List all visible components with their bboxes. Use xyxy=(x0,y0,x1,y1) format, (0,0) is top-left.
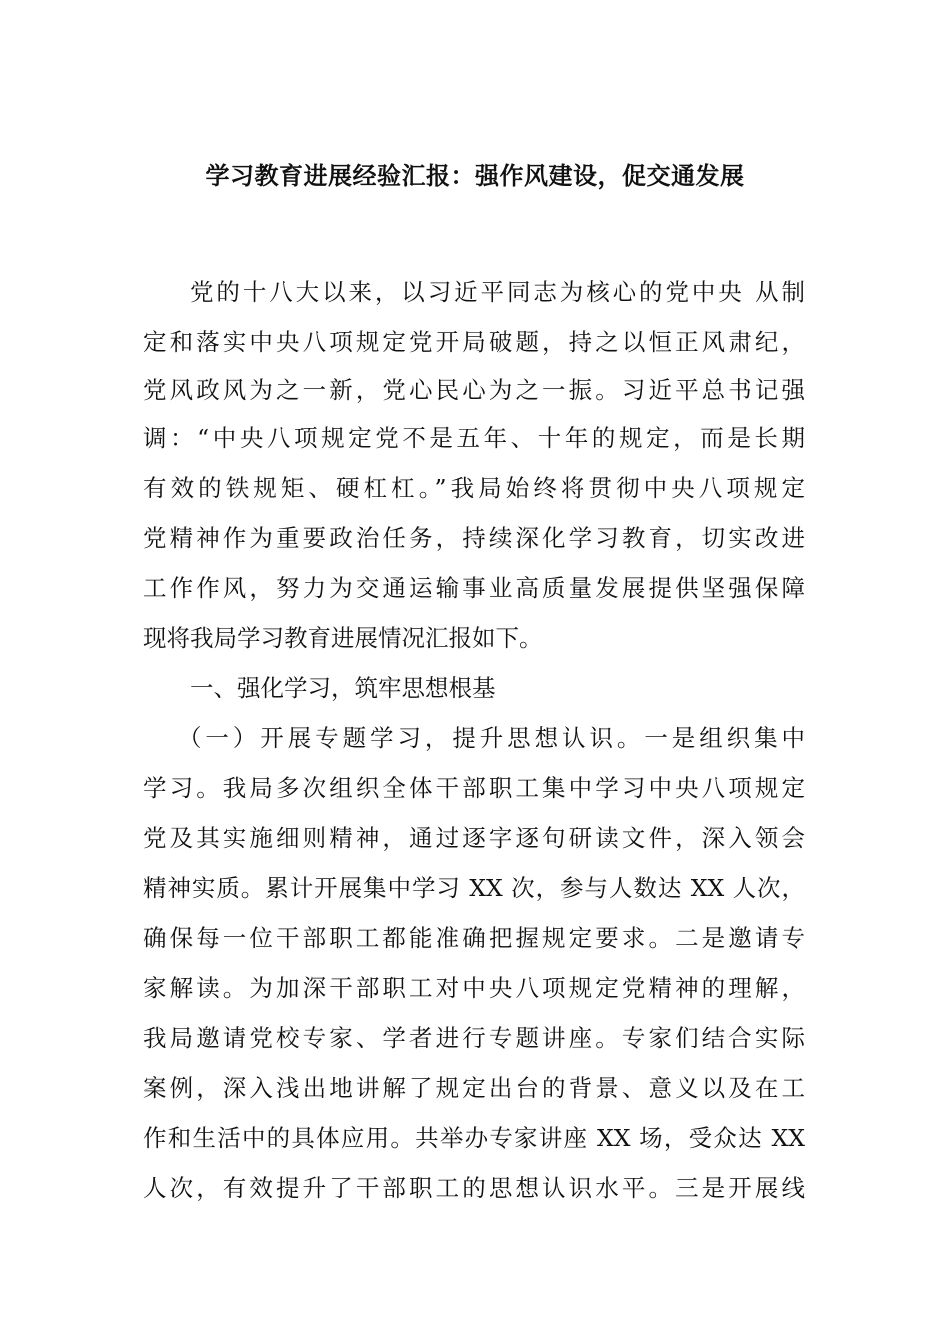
paragraph-line: 现将我局学习教育进展情况汇报如下。 xyxy=(143,624,543,652)
paragraph-line: 工作作风，努力为交通运输事业高质量发展提供坚强保障 xyxy=(143,574,805,602)
paragraph-line: 调：“中央八项规定党不是五年、十年的规定，而是长期 xyxy=(143,424,805,452)
paragraph-line: 确保每一位干部职工都能准确把握规定要求。二是邀请专 xyxy=(143,924,805,952)
paragraph-line: 党精神作为重要政治任务，持续深化学习教育，切实改进 xyxy=(143,524,805,552)
paragraph-line: 作和生活中的具体应用。共举办专家讲座 XX 场，受众达 XX xyxy=(143,1124,805,1152)
paragraph-line: 定和落实中央八项规定党开局破题，持之以恒正风肃纪， xyxy=(143,328,805,356)
document-title: 学习教育进展经验汇报：强作风建设，促交通发展 xyxy=(205,161,745,190)
paragraph-line: 党及其实施细则精神，通过逐字逐句研读文件，深入领会 xyxy=(143,824,805,852)
paragraph-line: 有效的铁规矩、硬杠杠。”我局始终将贯彻中央八项规定 xyxy=(143,474,805,502)
paragraph-line: 学习。我局多次组织全体干部职工集中学习中央八项规定 xyxy=(143,774,805,802)
paragraph-line: （一）开展专题学习，提升思想认识。一是组织集中 xyxy=(178,724,805,752)
paragraph-line: 人次，有效提升了干部职工的思想认识水平。三是开展线 xyxy=(143,1174,805,1202)
paragraph-line: 党风政风为之一新，党心民心为之一振。习近平总书记强 xyxy=(143,376,805,404)
paragraph-line: 家解读。为加深干部职工对中央八项规定党精神的理解， xyxy=(143,974,805,1002)
section-heading: 一、强化学习，筑牢思想根基 xyxy=(190,674,496,702)
paragraph-line: 案例，深入浅出地讲解了规定出台的背景、意义以及在工 xyxy=(143,1074,805,1102)
paragraph-line: 我局邀请党校专家、学者进行专题讲座。专家们结合实际 xyxy=(143,1024,805,1052)
paragraph-line: 精神实质。累计开展集中学习 XX 次，参与人数达 XX 人次， xyxy=(143,874,805,902)
paragraph-line: 党的十八大以来，以习近平同志为核心的党中央 从制 xyxy=(190,278,805,306)
